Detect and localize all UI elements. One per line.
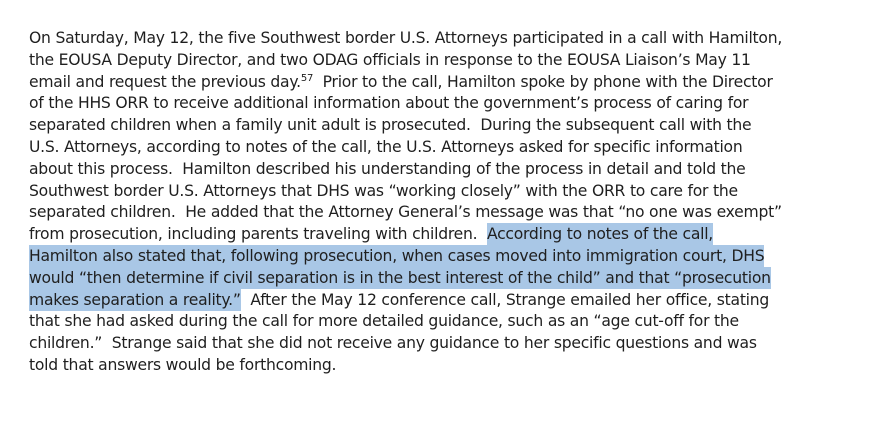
line-text: told that answers would be forthcoming. xyxy=(29,355,337,374)
report-paragraph xyxy=(29,28,871,377)
text-line xyxy=(29,115,871,137)
line-text: separated children. He added that the Attorney General’s message was that “no one was exempt” xyxy=(29,203,782,222)
line-text: email and request the previous day. xyxy=(29,72,301,91)
line-text: that she had asked during the call for more detailed guidance, such as an “age cut-off for the xyxy=(29,312,739,331)
text-line xyxy=(29,137,871,159)
highlighted-text[interactable]: According to notes of the call, xyxy=(486,225,714,244)
text-line xyxy=(29,28,871,50)
text-line xyxy=(29,290,871,312)
line-text: U.S. Attorneys, according to notes of the call, the U.S. Attorneys asked for specific information xyxy=(29,137,743,156)
line-text: separated children when a family unit adult is prosecuted. During the subsequent call with the xyxy=(29,116,752,135)
line-text: After the May 12 conference call, Strange emailed her office, stating xyxy=(240,290,770,309)
line-text: about this process. Hamilton described his understanding of the process in detail and told the xyxy=(29,159,746,178)
text-line xyxy=(29,50,871,72)
text-line xyxy=(29,268,871,290)
line-text: On Saturday, May 12, the five Southwest border U.S. Attorneys participated in a call with Hamilton, xyxy=(29,29,783,47)
text-line xyxy=(29,355,871,377)
text-line xyxy=(29,181,871,203)
line-text: children.” Strange said that she did not receive any guidance to her specific questions and was xyxy=(29,334,757,353)
highlighted-text[interactable]: makes separation a reality.” xyxy=(29,290,241,309)
text-line xyxy=(29,159,871,181)
footnote-reference[interactable]: 57 xyxy=(300,72,314,84)
line-text: Prior to the call, Hamilton spoke by phone with the Director xyxy=(313,72,773,91)
line-text: the EOUSA Deputy Director, and two ODAG officials in response to the EOUSA Liaison’s May 11 xyxy=(29,50,751,69)
text-line xyxy=(29,311,871,333)
text-line xyxy=(29,202,871,224)
highlighted-text[interactable]: would “then determine if civil separation is in the best interest of the child” and that “prosecution xyxy=(29,268,771,287)
text-line xyxy=(29,224,871,246)
text-line xyxy=(29,93,871,115)
line-text: of the HHS ORR to receive additional information about the government’s process of caring for xyxy=(29,94,749,113)
text-line xyxy=(29,246,871,268)
highlighted-text[interactable]: Hamilton also stated that, following prosecution, when cases moved into immigration court, DHS xyxy=(29,246,765,265)
line-text: Southwest border U.S. Attorneys that DHS was “working closely” with the ORR to care for the xyxy=(29,181,738,200)
line-text: from prosecution, including parents traveling with children. xyxy=(29,225,487,244)
text-line xyxy=(29,333,871,355)
text-line xyxy=(29,72,871,94)
